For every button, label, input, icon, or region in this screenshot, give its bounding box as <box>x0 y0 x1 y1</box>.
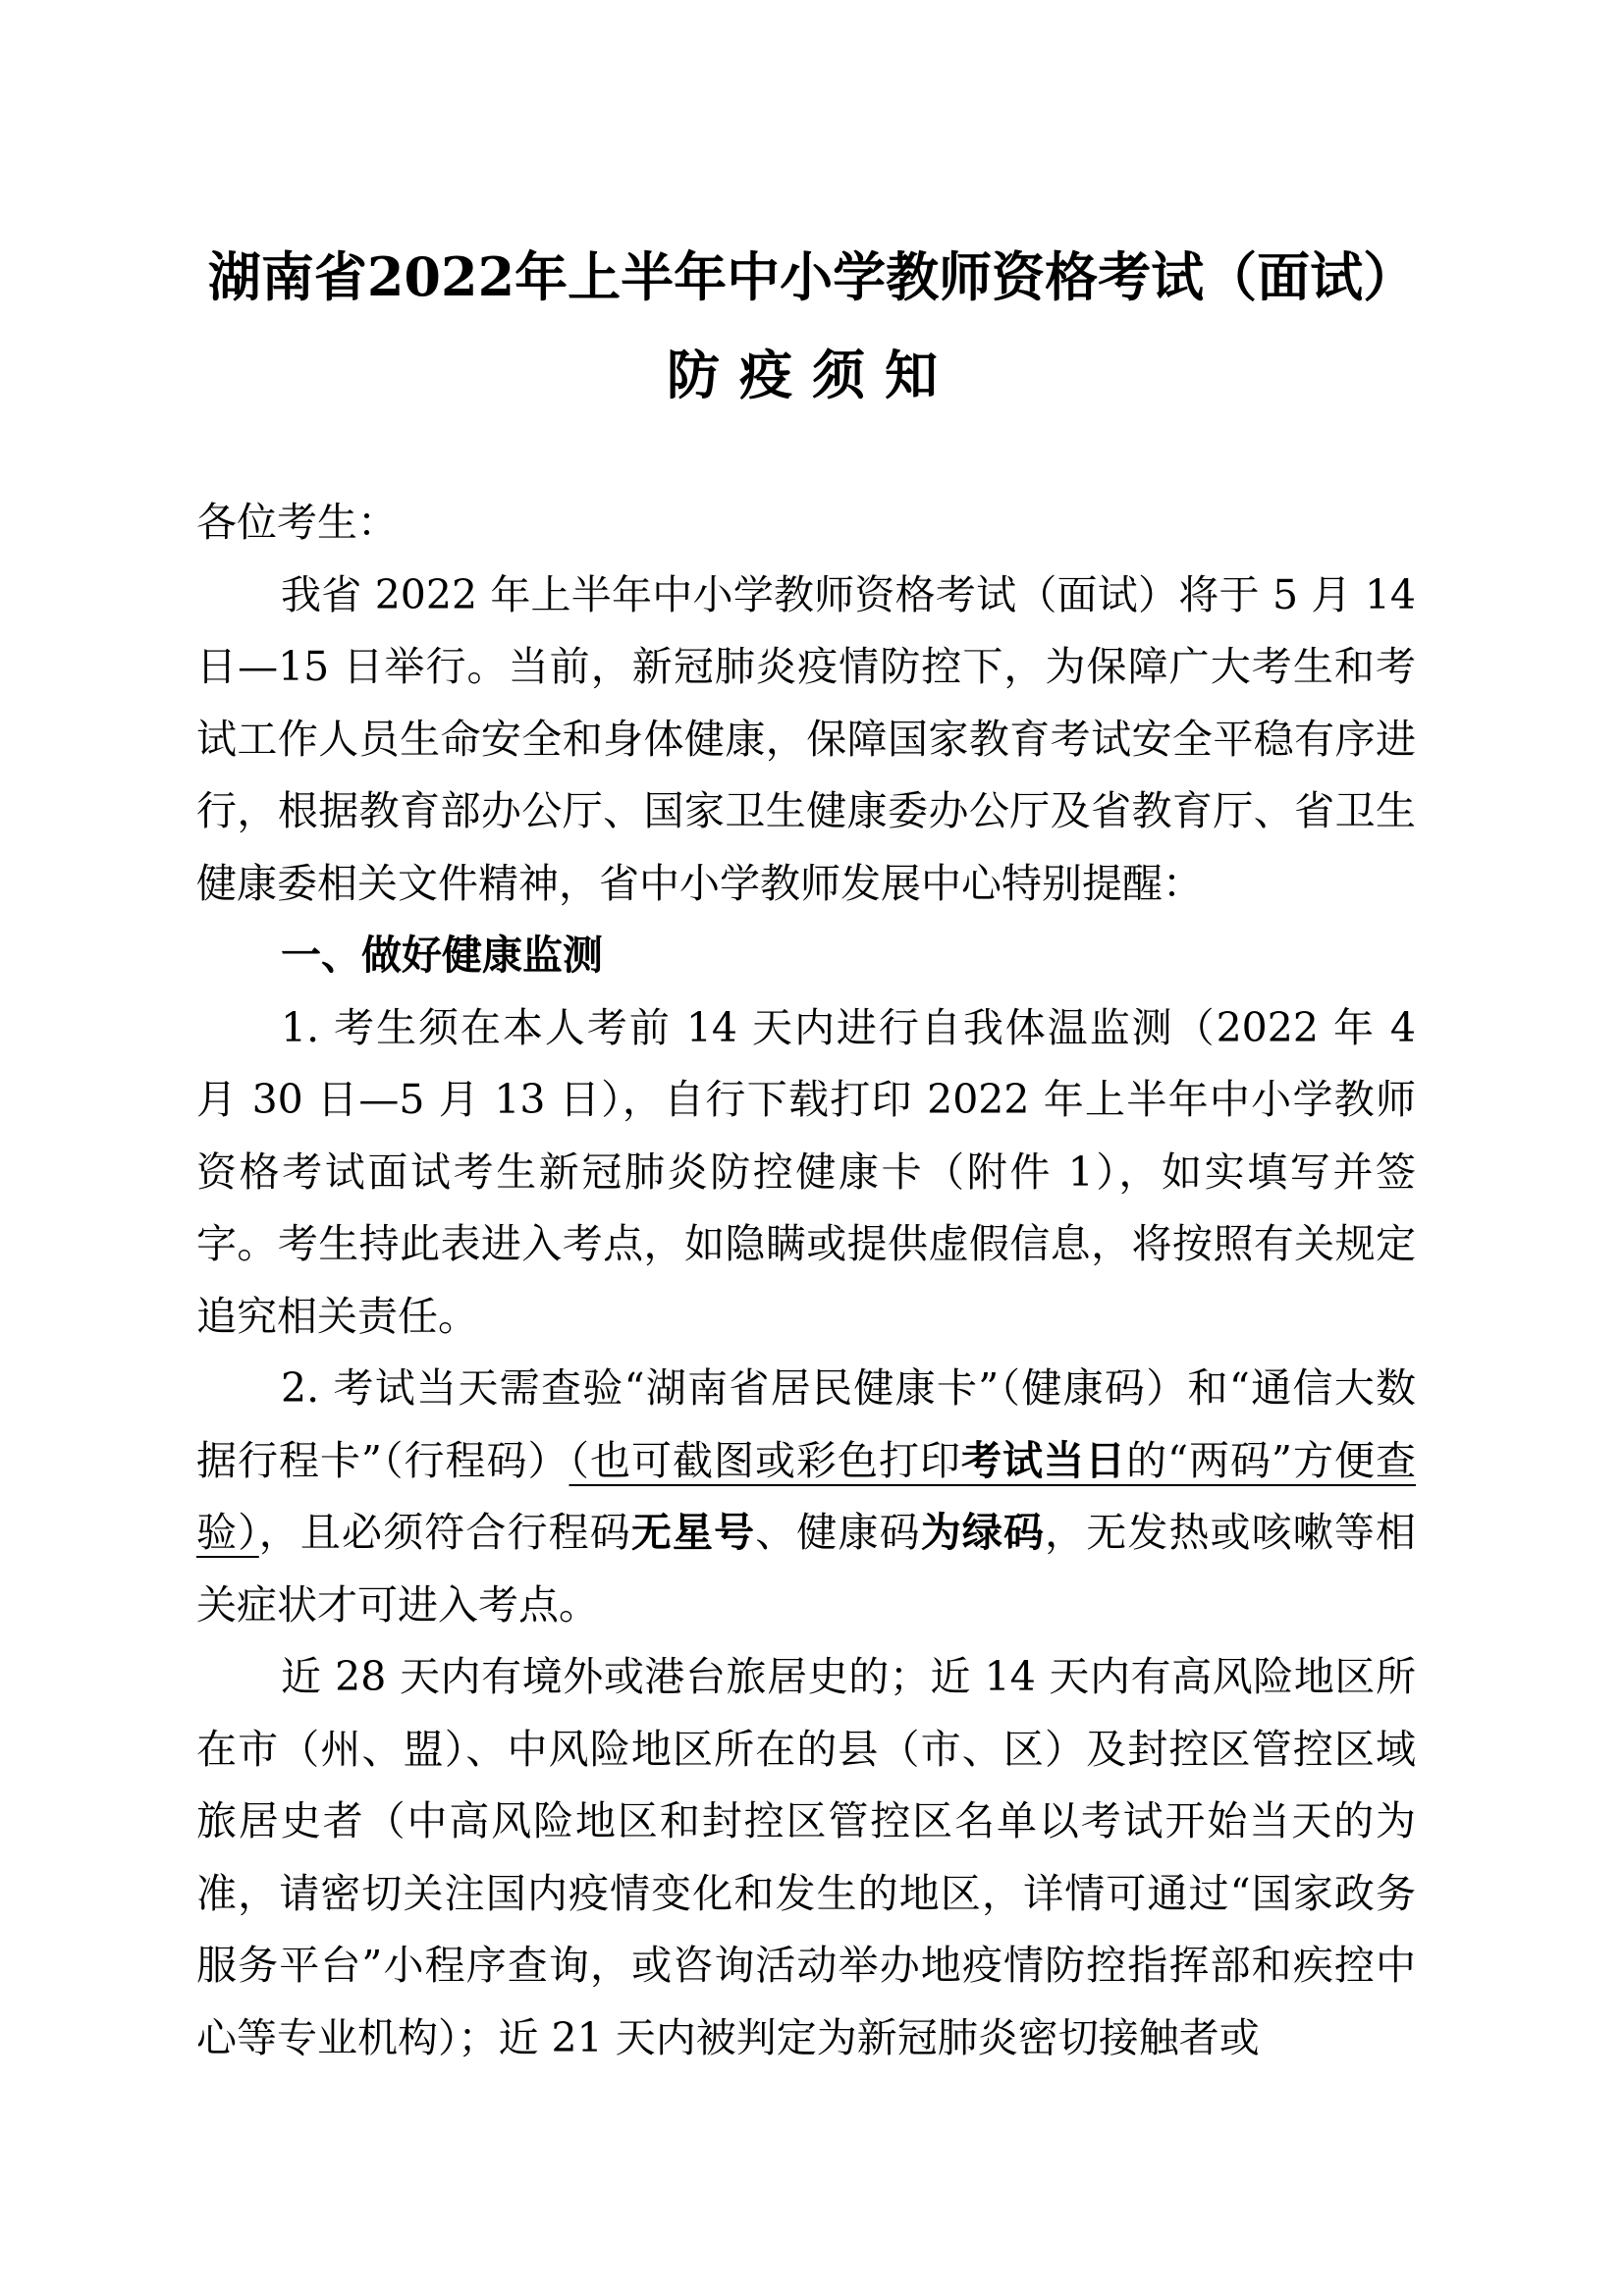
item-2-paragraph <box>196 1353 1416 1641</box>
item-2-bold-green-code: 为绿码 <box>920 1509 1046 1556</box>
item-1-paragraph: 1. 考生须在本人考前 14 天内进行自我体温监测（2022 年 4 月 30 日—5 月 13 日），自行下载打印 2022 年上半年中小学教师资格考试面试考生新冠肺炎防控健康卡（附件 1），如实填写并签字。考生持此表进入考点，如隐瞒或提供虚假信息，将按照有关规定追究相关责任。 <box>196 1003 1416 1340</box>
item-2-bold-no-star: 无星号 <box>630 1509 756 1556</box>
item-2-text-a: 2. 考试当天需查验“湖南省居民健康卡”（健康码）和“通信大数据行程卡”（行程码） <box>196 1364 1416 1484</box>
document-body <box>196 487 1416 2074</box>
title-line-2: 防疫须知 <box>667 344 957 406</box>
item-2-underline-bold: 考试当日 <box>961 1436 1127 1484</box>
section-heading-1: 一、做好健康监测 <box>281 932 603 979</box>
item-2-text-c: 、健康码 <box>755 1509 921 1556</box>
item-2-text-d: ，无发热或咳嗽等相关症状才可进入考点。 <box>196 1509 1417 1629</box>
paragraph-travel-history: 近 28 天内有境外或港台旅居史的；近 14 天内有高风险地区所在市（州、盟）、中风险地区所在的县（市、区）及封控区管控区域旅居史者（中高风险地区和封控区管控区名单以考试开始当天的为准，请密切关注国内疫情变化和发生的地区，详情可通过“国家政务服务平台”小程序查询，或咨询活动举办地疫情防控指挥部和疾控中心等专业机构）；近 21 天内被判定为新冠肺炎密切接触者或 <box>196 1653 1416 2061</box>
document-title <box>0 228 1624 424</box>
salutation: 各位考生： <box>196 499 398 546</box>
item-2-underline-a: （也可截图或彩色打印 <box>568 1436 962 1484</box>
item-2-underline-b: 的“两码”方便查验） <box>196 1436 1417 1556</box>
title-line-1: 湖南省2022年上半年中小学教师资格考试（面试） <box>207 245 1417 308</box>
intro-paragraph: 我省 2022 年上半年中小学教师资格考试（面试）将于 5 月 14 日—15 日举行。当前，新冠肺炎疫情防控下，为保障广大考生和考试工作人员生命安全和身体健康，保障国家教育考试安全平稳有序进行，根据教育部办公厅、国家卫生健康委办公厅及省教育厅、省卫生健康委相关文件精神，省中小学教师发展中心特别提醒： <box>196 570 1416 907</box>
item-2-text-b: ，且必须符合行程码 <box>258 1509 631 1556</box>
